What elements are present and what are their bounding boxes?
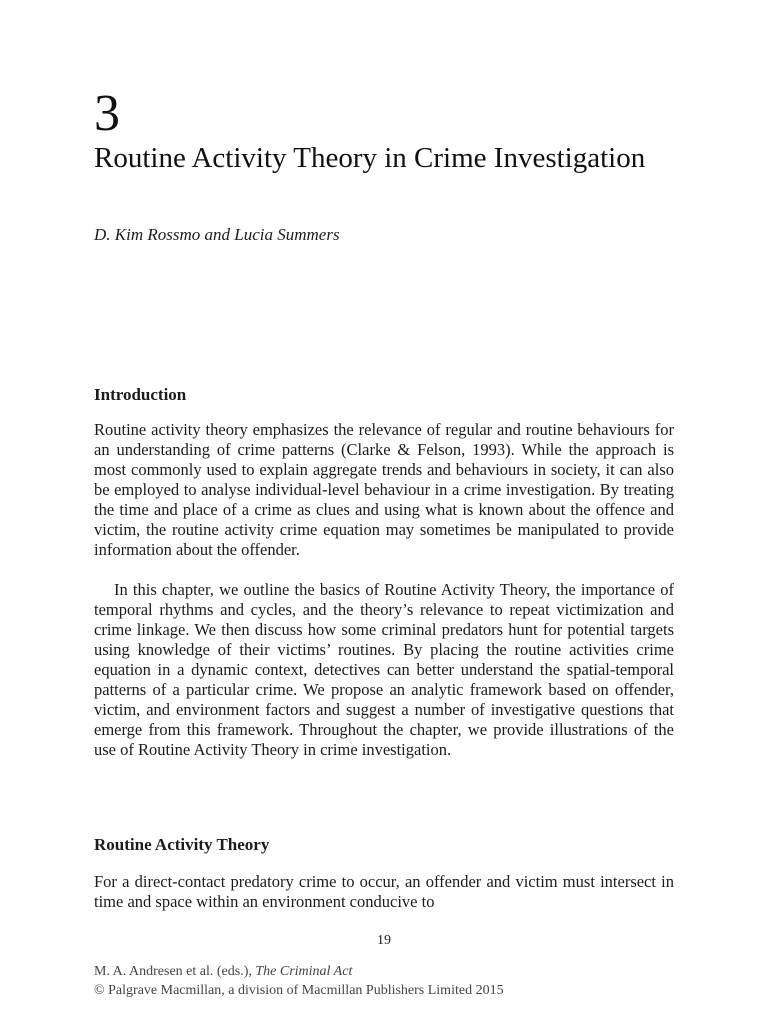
footer-book-title: The Criminal Act xyxy=(255,964,353,979)
introduction-paragraph-2: In this chapter, we outline the basics of Routine Activity Theory, the importance of temporal rhythms and cycles, and the theory’s relevance to repeat victimization and crime linkage. We then discuss how some criminal predators hunt for potential targets using knowledge of their victims’ routines. By placing the routine activities crime equation in a dynamic context, detectives can better understand the spatial-temporal patterns of a particular crime. We propose an analytic framework based on offender, victim, and environment factors and suggest a number of investigative questions that emerge from this framework. Throughout the chapter, we provide illustrations of the use of Routine Activity Theory in crime investigation. xyxy=(94,580,674,759)
routine-activity-theory-paragraph-1: For a direct-contact predatory crime to occur, an offender and victim must intersect in time and space within an environment conducive to xyxy=(94,872,674,911)
footer-copyright: © Palgrave Macmillan, a division of Macmillan Publishers Limited 2015 xyxy=(94,983,504,998)
footer-editors: M. A. Andresen et al. (eds.), xyxy=(94,964,252,979)
section-heading-routine-activity-theory: Routine Activity Theory xyxy=(94,835,270,854)
chapter-authors: D. Kim Rossmo and Lucia Summers xyxy=(94,225,340,244)
chapter-number: 3 xyxy=(94,85,120,142)
chapter-title: Routine Activity Theory in Crime Investigation xyxy=(94,142,646,174)
book-page xyxy=(94,0,674,1024)
section-heading-introduction: Introduction xyxy=(94,385,187,404)
introduction-paragraph-1: Routine activity theory emphasizes the relevance of regular and routine behaviours for an understanding of crime patterns (Clarke & Felson, 1993). While the approach is most commonly used to explain aggregate trends and behaviours in society, it can also be employed to analyse individual-level behaviour in a crime investigation. By treating the time and place of a crime as clues and using what is known about the offence and victim, the routine activity crime equation may sometimes be manipulated to provide information about the offender. xyxy=(94,420,674,559)
footer-citation xyxy=(94,962,352,981)
page-number: 19 xyxy=(377,933,391,948)
